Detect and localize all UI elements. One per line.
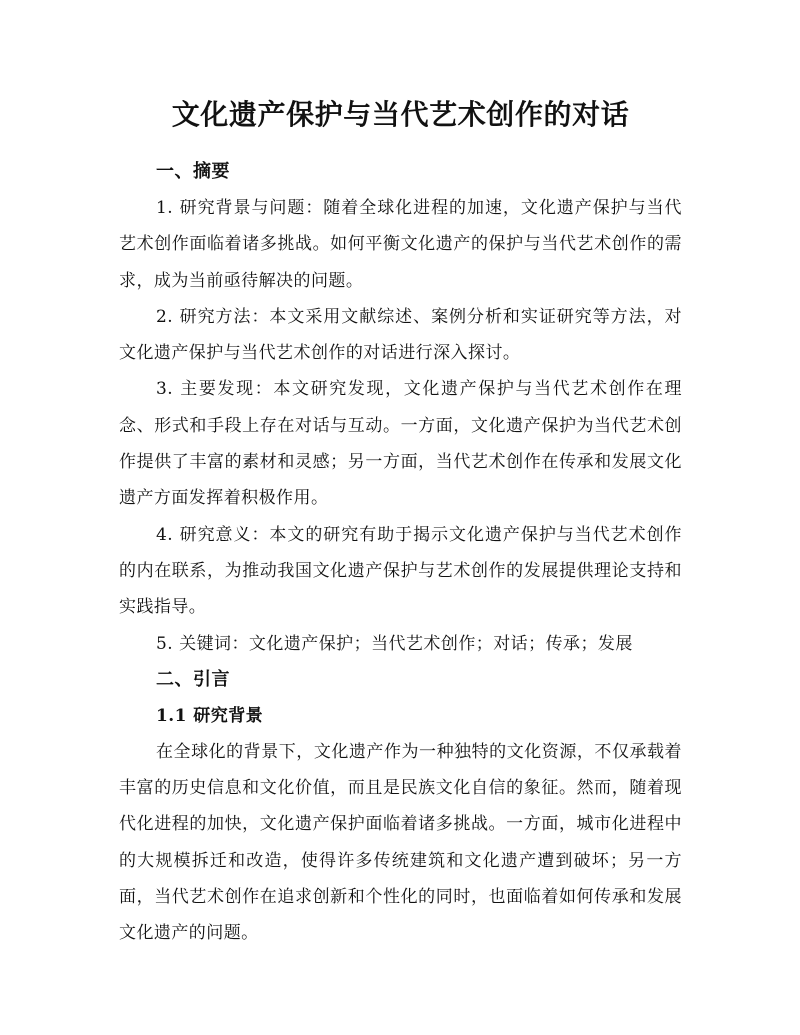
- abstract-item-3: [119, 371, 682, 516]
- item-number: 4.: [156, 524, 174, 545]
- abstract-item-1: [119, 190, 682, 299]
- abstract-item-4: [119, 517, 682, 626]
- document-title: 文化遗产保护与当代艺术创作的对话: [171, 98, 630, 131]
- item-text: 研究方法：本文采用文献综述、案例分析和实证研究等方法，对文化遗产保护与当代艺术创作的对话进行深入探讨。: [119, 306, 682, 364]
- section-heading-introduction: 二、引言: [156, 668, 230, 690]
- subsection-heading: 1.1 研究背景: [156, 705, 264, 726]
- item-text: 关键词：文化遗产保护；当代艺术创作；对话；传承；发展: [179, 633, 633, 654]
- body-paragraph: 在全球化的背景下，文化遗产作为一种独特的文化资源，不仅承载着丰富的历史信息和文化价值，而且是民族文化自信的象征。然而，随着现代化进程的加快，文化遗产保护面临着诸多挑战。一方面，城市化进程中的大规模拆迁和改造，使得许多传统建筑和文化遗产遭到破坏；另一方面，当代艺术创作在追求创新和个性化的同时，也面临着如何传承和发展文化遗产的问题。: [119, 741, 682, 944]
- item-text: 研究意义：本文的研究有助于揭示文化遗产保护与当代艺术创作的内在联系，为推动我国文化遗产保护与艺术创作的发展提供理论支持和实践指导。: [119, 524, 682, 618]
- item-text: 主要发现：本文研究发现，文化遗产保护与当代艺术创作在理念、形式和手段上存在对话与互动。一方面，文化遗产保护为当代艺术创作提供了丰富的素材和灵感；另一方面，当代艺术创作在传承和发展文化遗产方面发挥着积极作用。: [119, 379, 682, 509]
- item-number: 5.: [156, 633, 174, 654]
- item-number: 1.: [156, 198, 174, 218]
- item-number: 2.: [156, 306, 174, 327]
- item-text: 研究背景与问题：随着全球化进程的加速，文化遗产保护与当代艺术创作面临着诸多挑战。如何平衡文化遗产的保护与当代艺术创作的需求，成为当前亟待解决的问题。: [119, 198, 682, 291]
- abstract-item-5: [119, 626, 682, 662]
- abstract-item-2: [119, 299, 682, 372]
- item-number: 3.: [156, 379, 174, 400]
- section-heading-abstract: 一、摘要: [156, 161, 230, 182]
